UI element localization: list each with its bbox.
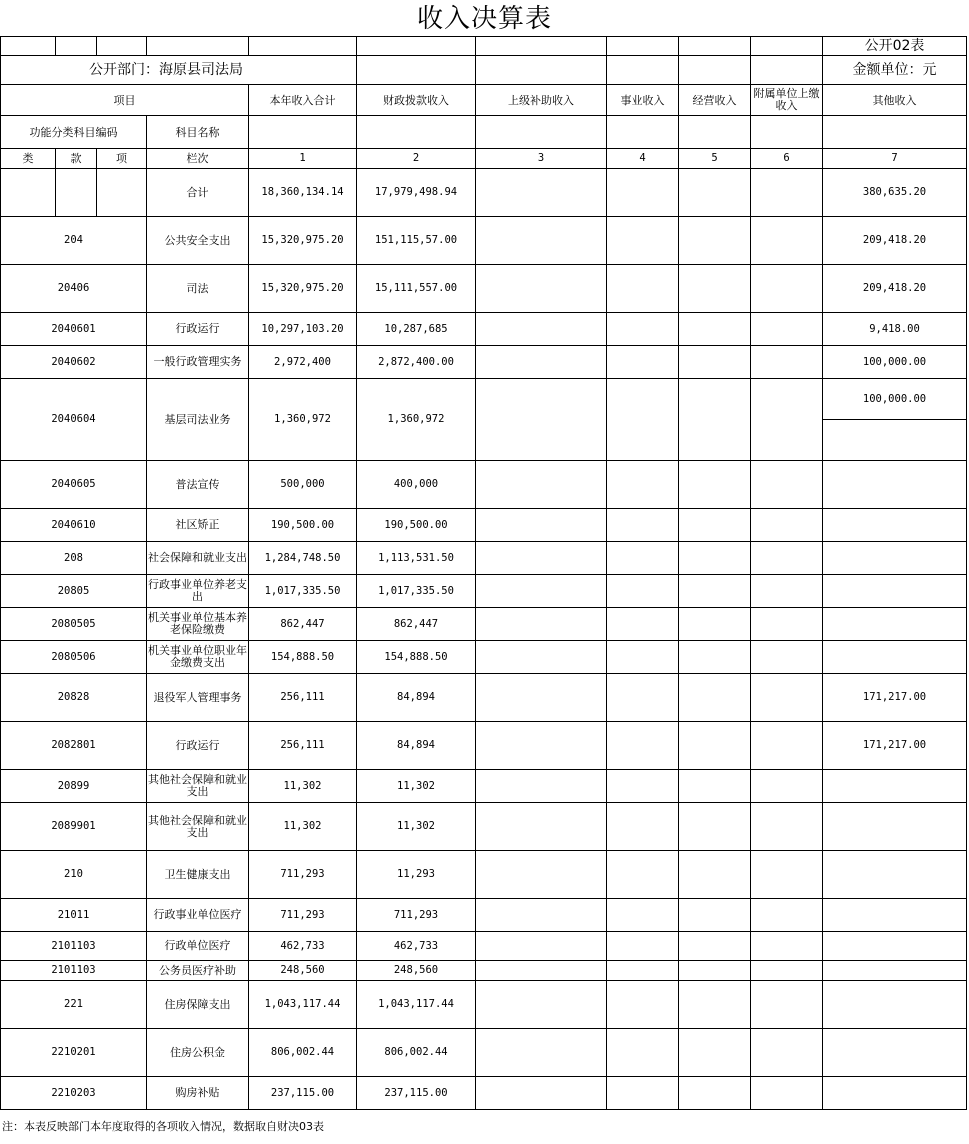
- row-code: 20805: [1, 575, 147, 608]
- row-other-income: [823, 981, 967, 1029]
- row-superior-subsidy: [476, 803, 607, 851]
- row-other-income: [823, 770, 967, 803]
- row-business-income: [607, 461, 679, 509]
- row-business-income: [607, 1029, 679, 1077]
- row-operating-income: [679, 542, 751, 575]
- row-operating-income: [679, 346, 751, 379]
- row-fiscal-income: 11,302: [357, 770, 476, 803]
- row-subject-name: 购房补贴: [147, 1077, 249, 1110]
- row-affiliate-income: [751, 346, 823, 379]
- row-fiscal-income: 711,293: [357, 899, 476, 932]
- row-subject-name: 普法宣传: [147, 461, 249, 509]
- row-code: 2080506: [1, 641, 147, 674]
- row-code: 221: [1, 981, 147, 1029]
- header-col-6: 附属单位上缴收入: [751, 85, 823, 116]
- row-business-income: [607, 265, 679, 313]
- row-operating-income: [679, 169, 751, 217]
- row-business-income: [607, 851, 679, 899]
- row-other-income: [823, 1077, 967, 1110]
- row-other-income: [823, 461, 967, 509]
- row-fiscal-income: 11,293: [357, 851, 476, 899]
- row-other-income: [823, 803, 967, 851]
- row-total-income: 711,293: [249, 899, 357, 932]
- table-row: [1, 641, 967, 674]
- row-code: 20406: [1, 265, 147, 313]
- row-operating-income: [679, 722, 751, 770]
- row-affiliate-income: [751, 608, 823, 641]
- row-business-income: [607, 346, 679, 379]
- department-label: 公开部门：海原县司法局: [1, 56, 357, 85]
- header-xiang: 项: [97, 149, 147, 169]
- row-business-income: [607, 722, 679, 770]
- row-total-income: 237,115.00: [249, 1077, 357, 1110]
- row-code: 208: [1, 542, 147, 575]
- row-affiliate-income: [751, 509, 823, 542]
- row-operating-income: [679, 265, 751, 313]
- row-business-income: [607, 575, 679, 608]
- row-fiscal-income: 190,500.00: [357, 509, 476, 542]
- row-total-income: 462,733: [249, 932, 357, 961]
- row-superior-subsidy: [476, 981, 607, 1029]
- row-affiliate-income: [751, 803, 823, 851]
- row-code: 2082801: [1, 722, 147, 770]
- column-number: 1: [249, 149, 357, 169]
- row-fiscal-income: 11,302: [357, 803, 476, 851]
- row-superior-subsidy: [476, 461, 607, 509]
- row-business-income: [607, 217, 679, 265]
- table-row: [1, 346, 967, 379]
- row-other-income: [823, 961, 967, 981]
- row-total-income: 2,972,400: [249, 346, 357, 379]
- row-affiliate-income: [751, 542, 823, 575]
- row-other-income: [823, 542, 967, 575]
- row-superior-subsidy: [476, 770, 607, 803]
- row-total-income: 500,000: [249, 461, 357, 509]
- row-subject-name: 公共安全支出: [147, 217, 249, 265]
- row-superior-subsidy: [476, 722, 607, 770]
- row-code: 2089901: [1, 803, 147, 851]
- row-fiscal-income: 154,888.50: [357, 641, 476, 674]
- column-number: 5: [679, 149, 751, 169]
- row-superior-subsidy: [476, 217, 607, 265]
- row-other-income: 171,217.00: [823, 674, 967, 722]
- table-row: [1, 932, 967, 961]
- row-fiscal-income: 17,979,498.94: [357, 169, 476, 217]
- row-total-income: 11,302: [249, 770, 357, 803]
- row-affiliate-income: [751, 722, 823, 770]
- column-number: 7: [823, 149, 967, 169]
- row-fiscal-income: 400,000: [357, 461, 476, 509]
- header-kuan: 款: [56, 149, 97, 169]
- row-other-income: [823, 932, 967, 961]
- row-subject-name: 社会保障和就业支出: [147, 542, 249, 575]
- row-operating-income: [679, 608, 751, 641]
- row-total-income: 862,447: [249, 608, 357, 641]
- row-total-income: 806,002.44: [249, 1029, 357, 1077]
- row-other-income-value: 100,000.00: [862, 392, 927, 405]
- row-fiscal-income: 15,111,557.00: [357, 265, 476, 313]
- row-other-income: 209,418.20: [823, 265, 967, 313]
- xiang-cell: [97, 169, 147, 217]
- row-affiliate-income: [751, 169, 823, 217]
- row-other-income: 9,418.00: [823, 313, 967, 346]
- row-operating-income: [679, 575, 751, 608]
- row-superior-subsidy: [476, 313, 607, 346]
- row-subject-name: 社区矫正: [147, 509, 249, 542]
- row-affiliate-income: [751, 899, 823, 932]
- row-code: 20828: [1, 674, 147, 722]
- row-fiscal-income: 1,043,117.44: [357, 981, 476, 1029]
- row-business-income: [607, 542, 679, 575]
- row-superior-subsidy: [476, 542, 607, 575]
- row-subject-name: 行政单位医疗: [147, 932, 249, 961]
- row-affiliate-income: [751, 1029, 823, 1077]
- row-code: 2210203: [1, 1077, 147, 1110]
- row-total-income: 711,293: [249, 851, 357, 899]
- row-operating-income: [679, 851, 751, 899]
- table-row: [1, 722, 967, 770]
- row-affiliate-income: [751, 851, 823, 899]
- row-business-income: [607, 899, 679, 932]
- lei-cell: [1, 169, 56, 217]
- header-subject-name: 科目名称: [147, 116, 249, 149]
- row-fiscal-income: 10,287,685: [357, 313, 476, 346]
- row-code: 2040601: [1, 313, 147, 346]
- form-code: 公开02表: [823, 37, 967, 56]
- income-table: [0, 36, 967, 1110]
- row-superior-subsidy: [476, 674, 607, 722]
- row-other-income: 209,418.20: [823, 217, 967, 265]
- row-total-income: 11,302: [249, 803, 357, 851]
- row-code: 2040604: [1, 379, 147, 461]
- footnote: 注：本表反映部门本年度取得的各项收入情况，数据取自财决03表: [2, 1120, 324, 1133]
- header-col-2: 财政拨款收入: [357, 85, 476, 116]
- header-lanci: 栏次: [147, 149, 249, 169]
- row-affiliate-income: [751, 575, 823, 608]
- row-fiscal-income: 84,894: [357, 722, 476, 770]
- row-fiscal-income: 1,360,972: [357, 379, 476, 461]
- table-row: [1, 674, 967, 722]
- row-affiliate-income: [751, 932, 823, 961]
- row-subject-name: 其他社会保障和就业支出: [147, 770, 249, 803]
- row-other-income: [823, 575, 967, 608]
- table-row: [1, 770, 967, 803]
- row-business-income: [607, 803, 679, 851]
- row-subject-name: 住房公积金: [147, 1029, 249, 1077]
- row-subject-name: 卫生健康支出: [147, 851, 249, 899]
- row-business-income: [607, 509, 679, 542]
- table-row: [1, 1077, 967, 1110]
- row-superior-subsidy: [476, 169, 607, 217]
- row-superior-subsidy: [476, 575, 607, 608]
- unit-label: 金额单位：元: [823, 56, 967, 85]
- row-subject-name: 行政运行: [147, 313, 249, 346]
- row-business-income: [607, 313, 679, 346]
- row-code: 204: [1, 217, 147, 265]
- subheader-row: [1, 116, 967, 149]
- table-row: [1, 803, 967, 851]
- row-fiscal-income: 237,115.00: [357, 1077, 476, 1110]
- row-operating-income: [679, 641, 751, 674]
- row-code: 2210201: [1, 1029, 147, 1077]
- row-operating-income: [679, 217, 751, 265]
- row-subject-name: 合计: [147, 169, 249, 217]
- table-body: [1, 169, 967, 1110]
- table-row: [1, 542, 967, 575]
- row-business-income: [607, 608, 679, 641]
- row-code: 2040610: [1, 509, 147, 542]
- table-row: [1, 1029, 967, 1077]
- row-subject-name: 行政事业单位养老支出: [147, 575, 249, 608]
- column-number: 2: [357, 149, 476, 169]
- table-row: [1, 265, 967, 313]
- row-operating-income: [679, 899, 751, 932]
- page-title: 收入决算表: [416, 4, 552, 34]
- department-row: [1, 56, 967, 85]
- table-row: [1, 981, 967, 1029]
- row-business-income: [607, 169, 679, 217]
- table-row: [1, 575, 967, 608]
- row-operating-income: [679, 379, 751, 461]
- row-affiliate-income: [751, 217, 823, 265]
- row-fiscal-income: 151,115,57.00: [357, 217, 476, 265]
- row-operating-income: [679, 803, 751, 851]
- row-business-income: [607, 1077, 679, 1110]
- row-operating-income: [679, 932, 751, 961]
- table-row: [1, 217, 967, 265]
- row-code: 2040605: [1, 461, 147, 509]
- row-fiscal-income: 248,560: [357, 961, 476, 981]
- row-superior-subsidy: [476, 932, 607, 961]
- row-affiliate-income: [751, 1077, 823, 1110]
- row-superior-subsidy: [476, 641, 607, 674]
- column-number: 6: [751, 149, 823, 169]
- column-number: 4: [607, 149, 679, 169]
- column-number-row: [1, 149, 967, 169]
- table-row: [1, 461, 967, 509]
- row-total-income: 10,297,103.20: [249, 313, 357, 346]
- header-col-5: 经营收入: [679, 85, 751, 116]
- table-row: [1, 509, 967, 542]
- row-other-income-blank: [823, 419, 966, 460]
- row-other-income: [823, 509, 967, 542]
- row-subject-name: 退役军人管理事务: [147, 674, 249, 722]
- header-col-7: 其他收入: [823, 85, 967, 116]
- row-subject-name: 机关事业单位基本养老保险缴费: [147, 608, 249, 641]
- row-subject-name: 行政运行: [147, 722, 249, 770]
- row-fiscal-income: 462,733: [357, 932, 476, 961]
- row-total-income: 154,888.50: [249, 641, 357, 674]
- row-business-income: [607, 770, 679, 803]
- row-operating-income: [679, 674, 751, 722]
- row-other-income: [823, 379, 967, 461]
- row-total-income: 1,284,748.50: [249, 542, 357, 575]
- row-affiliate-income: [751, 379, 823, 461]
- row-business-income: [607, 379, 679, 461]
- row-total-income: 1,017,335.50: [249, 575, 357, 608]
- row-superior-subsidy: [476, 961, 607, 981]
- row-business-income: [607, 641, 679, 674]
- row-affiliate-income: [751, 641, 823, 674]
- row-subject-name: 公务员医疗补助: [147, 961, 249, 981]
- row-business-income: [607, 674, 679, 722]
- row-superior-subsidy: [476, 265, 607, 313]
- row-other-income: 100,000.00: [823, 346, 967, 379]
- row-total-income: 1,043,117.44: [249, 981, 357, 1029]
- row-business-income: [607, 981, 679, 1029]
- kuan-cell: [56, 169, 97, 217]
- row-operating-income: [679, 313, 751, 346]
- row-affiliate-income: [751, 265, 823, 313]
- row-affiliate-income: [751, 981, 823, 1029]
- row-subject-name: 一般行政管理实务: [147, 346, 249, 379]
- row-fiscal-income: 806,002.44: [357, 1029, 476, 1077]
- row-total-income: 15,320,975.20: [249, 265, 357, 313]
- row-operating-income: [679, 1029, 751, 1077]
- row-superior-subsidy: [476, 851, 607, 899]
- row-business-income: [607, 961, 679, 981]
- table-row: [1, 899, 967, 932]
- header-col-1: 本年收入合计: [249, 85, 357, 116]
- row-operating-income: [679, 1077, 751, 1110]
- row-total-income: 256,111: [249, 722, 357, 770]
- row-affiliate-income: [751, 674, 823, 722]
- row-operating-income: [679, 961, 751, 981]
- row-code: 20899: [1, 770, 147, 803]
- header-col-4: 事业收入: [607, 85, 679, 116]
- header-lei: 类: [1, 149, 56, 169]
- row-subject-name: 住房保障支出: [147, 981, 249, 1029]
- table-row: [1, 313, 967, 346]
- row-other-income: [823, 608, 967, 641]
- row-code: 2080505: [1, 608, 147, 641]
- row-superior-subsidy: [476, 346, 607, 379]
- row-operating-income: [679, 981, 751, 1029]
- row-subject-name: 其他社会保障和就业支出: [147, 803, 249, 851]
- table-row: [1, 169, 967, 217]
- row-other-income: [823, 851, 967, 899]
- table-row: [1, 851, 967, 899]
- row-code: 21011: [1, 899, 147, 932]
- row-fiscal-income: 1,113,531.50: [357, 542, 476, 575]
- row-other-income: 380,635.20: [823, 169, 967, 217]
- row-total-income: 1,360,972: [249, 379, 357, 461]
- row-fiscal-income: 2,872,400.00: [357, 346, 476, 379]
- header-item: 项目: [1, 85, 249, 116]
- table-row: [1, 961, 967, 981]
- row-superior-subsidy: [476, 509, 607, 542]
- row-superior-subsidy: [476, 1077, 607, 1110]
- row-superior-subsidy: [476, 379, 607, 461]
- row-other-income: [823, 641, 967, 674]
- row-fiscal-income: 84,894: [357, 674, 476, 722]
- row-code: 2101103: [1, 932, 147, 961]
- row-affiliate-income: [751, 770, 823, 803]
- row-other-income: 171,217.00: [823, 722, 967, 770]
- column-number: 3: [476, 149, 607, 169]
- row-code: 210: [1, 851, 147, 899]
- row-superior-subsidy: [476, 1029, 607, 1077]
- row-total-income: 15,320,975.20: [249, 217, 357, 265]
- row-subject-name: 机关事业单位职业年金缴费支出: [147, 641, 249, 674]
- row-subject-name: 行政事业单位医疗: [147, 899, 249, 932]
- table-row: [1, 379, 967, 461]
- row-superior-subsidy: [476, 899, 607, 932]
- table-row: [1, 608, 967, 641]
- row-fiscal-income: 862,447: [357, 608, 476, 641]
- row-total-income: 190,500.00: [249, 509, 357, 542]
- row-superior-subsidy: [476, 608, 607, 641]
- row-total-income: 248,560: [249, 961, 357, 981]
- row-affiliate-income: [751, 961, 823, 981]
- header-row: [1, 85, 967, 116]
- header-col-3: 上级补助收入: [476, 85, 607, 116]
- row-subject-name: 司法: [147, 265, 249, 313]
- row-operating-income: [679, 770, 751, 803]
- row-total-income: 18,360,134.14: [249, 169, 357, 217]
- header-func-code: 功能分类科目编码: [1, 116, 147, 149]
- row-affiliate-income: [751, 461, 823, 509]
- row-subject-name: 基层司法业务: [147, 379, 249, 461]
- row-operating-income: [679, 461, 751, 509]
- row-operating-income: [679, 509, 751, 542]
- row-other-income: [823, 899, 967, 932]
- row-other-income: [823, 1029, 967, 1077]
- row-business-income: [607, 932, 679, 961]
- row-code: 2101103: [1, 961, 147, 981]
- row-fiscal-income: 1,017,335.50: [357, 575, 476, 608]
- row-code: 2040602: [1, 346, 147, 379]
- top-blank-row: [1, 37, 967, 56]
- row-total-income: 256,111: [249, 674, 357, 722]
- row-affiliate-income: [751, 313, 823, 346]
